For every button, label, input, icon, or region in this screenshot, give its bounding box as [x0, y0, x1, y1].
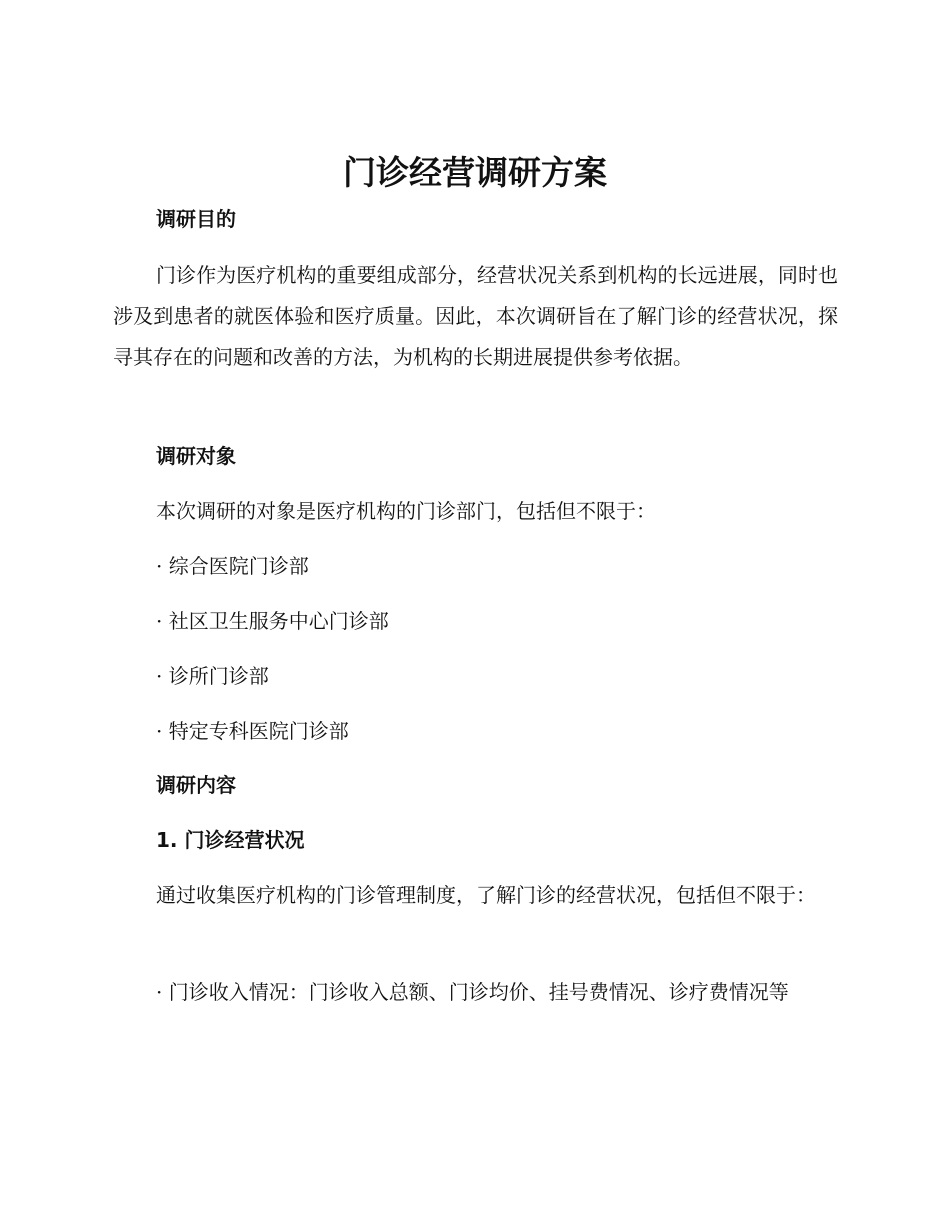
object-intro: 本次调研的对象是医疗机构的门诊部门，包括但不限于：	[156, 499, 656, 523]
section-heading-purpose: 调研目的	[156, 207, 236, 231]
section-heading-object: 调研对象	[156, 444, 236, 468]
document-title: 门诊经营调研方案	[343, 153, 607, 192]
list-item: · 综合医院门诊部	[156, 554, 309, 578]
subsection-heading-operations: 1. 门诊经营状况	[156, 828, 305, 852]
purpose-paragraph: 门诊作为医疗机构的重要组成部分，经营状况关系到机构的长远进展，同时也涉及到患者的就医体验和医疗质量。因此，本次调研旨在了解门诊的经营状况，探寻其存在的问题和改善的方法，为机构的长期进展提供参考依据。	[113, 263, 838, 369]
content-bullet: · 门诊收入情况：门诊收入总额、门诊均价、挂号费情况、诊疗费情况等	[156, 980, 789, 1004]
list-item: · 特定专科医院门诊部	[156, 719, 349, 743]
content-paragraph: 通过收集医疗机构的门诊管理制度，了解门诊的经营状况，包括但不限于：	[156, 883, 816, 907]
list-item: · 社区卫生服务中心门诊部	[156, 609, 389, 633]
list-item: · 诊所门诊部	[156, 664, 269, 688]
section-heading-content: 调研内容	[156, 773, 236, 797]
